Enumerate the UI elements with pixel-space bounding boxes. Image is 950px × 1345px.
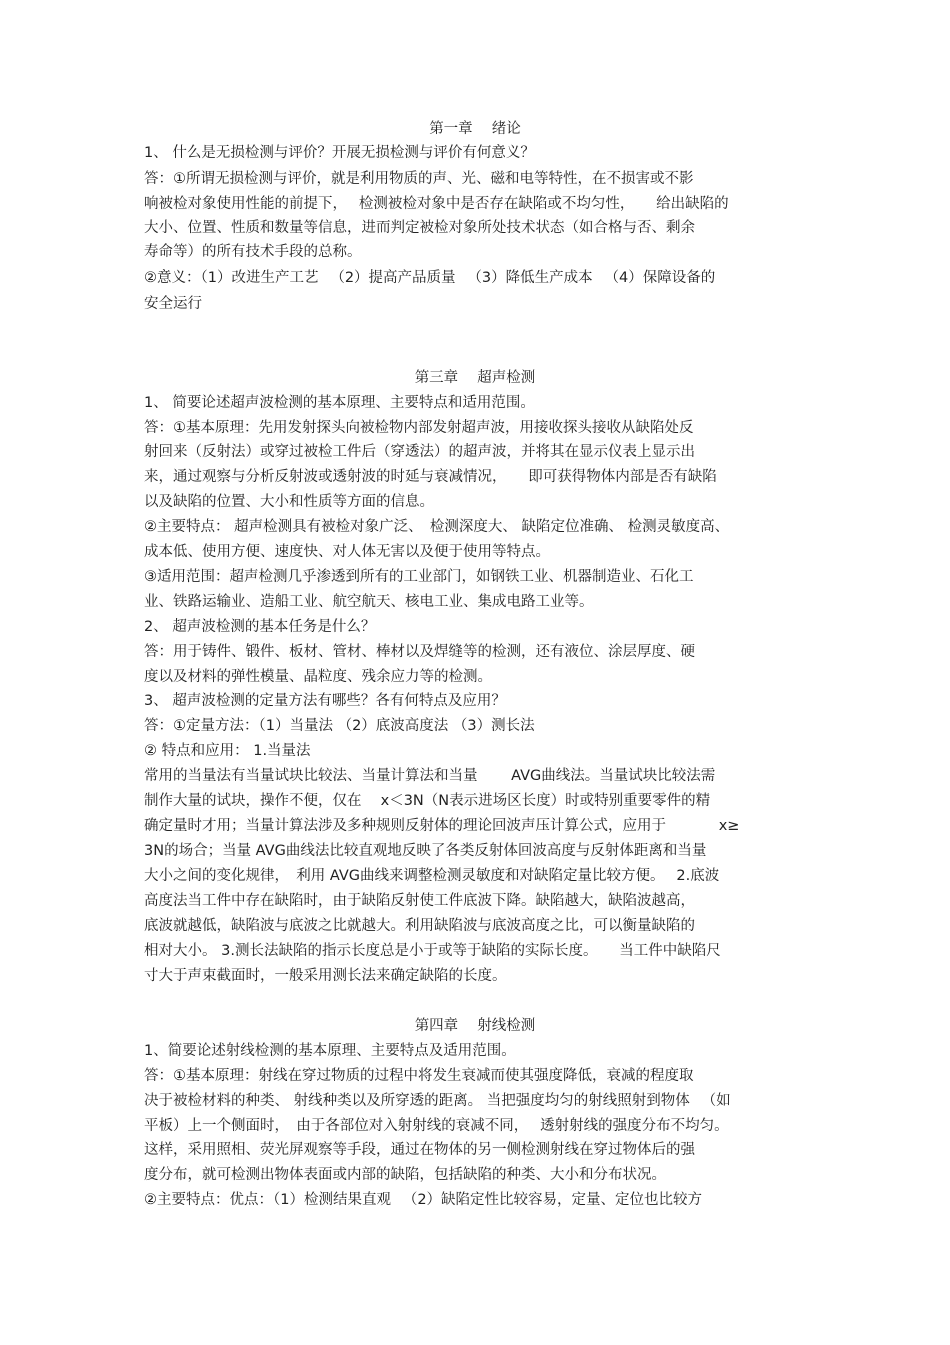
text-line: 寿命等）的所有技术手段的总称。 [144,244,362,260]
text-line: 决于被检材料的种类、 射线种类以及所穿透的距离。 当把强度均匀的射线照射到物体 （如 [144,1093,731,1109]
text-line: 2、 超声波检测的基本任务是什么？ [144,619,376,635]
text-line: 来，通过观察与分析反射波或透射波的时延与衰减情况， 即可获得物体内部是否有缺陷 [144,469,717,485]
chapter-title: 第四章 射线检测 [414,1018,536,1034]
text-line: 度分布，就可检测出物体表面或内部的缺陷，包括缺陷的种类、大小和分布状况。 [144,1167,666,1183]
text-line: 高度法当工件中存在缺陷时，由于缺陷反射使工件底波下降。缺陷越大，缺陷波越高， [144,893,695,909]
text-line: 3、 超声波检测的定量方法有哪些？各有何特点及应用？ [144,693,506,709]
text-line: 1、简要论述射线检测的基本原理、主要特点及适用范围。 [144,1043,516,1059]
text-line: 答：用于铸件、锻件、板材、管材、棒材以及焊缝等的检测，还有液位、涂层厚度、硬 [144,644,695,660]
text-line: 响被检对象使用性能的前提下， 检测被检对象中是否存在缺陷或不均匀性， 给出缺陷的 [144,196,729,212]
text-line: 3N的场合；当量 AVG曲线法比较直观地反映了各类反射体回波高度与反射体距离和当量 [144,843,707,859]
text-line: 成本低、使用方便、速度快、对人体无害以及便于使用等特点。 [144,544,550,560]
text-line: 常用的当量法有当量试块比较法、当量计算法和当量 AVG曲线法。当量试块比较法需 [144,768,716,784]
chapter-title: 第三章 超声检测 [414,370,536,386]
text-line: 大小之间的变化规律， 利用 AVG曲线来调整检测灵敏度和对缺陷定量比较方便。 2.底波 [144,868,720,884]
text-line: 以及缺陷的位置、大小和性质等方面的信息。 [144,494,434,510]
text-line: ③适用范围：超声检测几乎渗透到所有的工业部门，如钢铁工业、机器制造业、石化工 [144,569,694,585]
text-line: 答：①所谓无损检测与评价，就是利用物质的声、光、磁和电等特性，在不损害或不影 [144,171,694,187]
text-line: ② 特点和应用： 1.当量法 [144,743,311,759]
text-line: 答：①定量方法：（1）当量法 （2）底波高度法 （3）测长法 [144,718,535,734]
text-line: 平板）上一个侧面时， 由于各部位对入射射线的衰减不同， 透射射线的强度分布不均匀。 [144,1118,729,1134]
text-line: 射回来（反射法）或穿过被检工件后（穿透法）的超声波，并将其在显示仪表上显示出 [144,444,695,460]
text-line: 寸大于声束截面时，一般采用测长法来确定缺陷的长度。 [144,968,507,984]
text-line: 大小、位置、性质和数量等信息，进而判定被检对象所处技术状态（如合格与否、剩余 [144,220,695,236]
text-line: 确定量时才用；当量计算法涉及多种规则反射体的理论回波声压计算公式，应用于 x≥ [144,818,740,834]
text-line: ②主要特点： 超声检测具有被检对象广泛、 检测深度大、 缺陷定位准确、 检测灵敏度高、 [144,519,730,535]
text-line: 底波就越低，缺陷波与底波之比就越大。利用缺陷波与底波高度之比，可以衡量缺陷的 [144,918,695,934]
text-line: 度以及材料的弹性模量、晶粒度、残余应力等的检测。 [144,669,492,685]
text-line: 答：①基本原理：射线在穿过物质的过程中将发生衰减而使其强度降低，衰减的程度取 [144,1068,694,1084]
text-line: 答：①基本原理：先用发射探头向被检物内部发射超声波，用接收探头接收从缺陷处反 [144,420,694,436]
text-line: 1、 简要论述超声波检测的基本原理、主要特点和适用范围。 [144,395,535,411]
text-line: 制作大量的试块，操作不便，仅在 x＜3N（N表示进场区长度）时或特别重要零件的精 [144,793,711,809]
text-line: 业、铁路运输业、造船工业、航空航天、核电工业、集成电路工业等。 [144,594,594,610]
text-line: 安全运行 [144,296,202,312]
text-line: 这样，采用照相、荧光屏观察等手段，通过在物体的另一侧检测射线在穿过物体后的强 [144,1142,695,1158]
text-line: ②意义：（1）改进生产工艺 （2）提高产品质量 （3）降低生产成本 （4）保障设备的 [144,270,716,286]
text-line: 相对大小。 3.测长法缺陷的指示长度总是小于或等于缺陷的实际长度。 当工件中缺陷尺 [144,943,721,959]
text-line: ②主要特点：优点：（1）检测结果直观 （2）缺陷定性比较容易，定量、定位也比较方 [144,1192,703,1208]
chapter-title: 第一章 绪论 [429,121,521,137]
text-line: 1、 什么是无损检测与评价？开展无损检测与评价有何意义？ [144,145,535,161]
